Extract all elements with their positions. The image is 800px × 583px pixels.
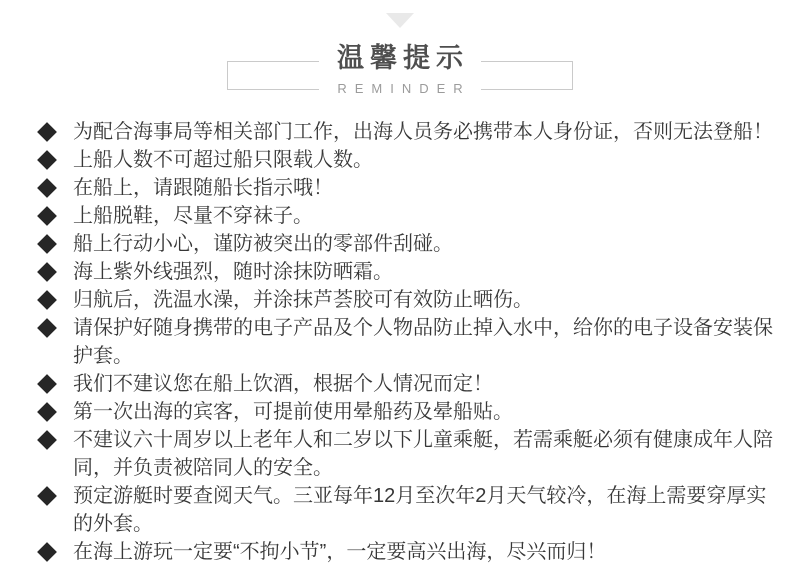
diamond-bullet-icon — [37, 402, 57, 422]
diamond-bullet-icon — [37, 262, 57, 282]
list-item — [36, 286, 780, 314]
list-item-text: 为配合海事局等相关部门工作，出海人员务必携带本人身份证，否则无法登船！ — [73, 121, 773, 143]
page-title: 温馨提示 — [319, 43, 481, 73]
diamond-bullet-icon — [37, 178, 57, 198]
list-item-text: 船上行动小心，谨防被突出的零部件刮碰。 — [73, 233, 453, 255]
down-triangle-icon — [386, 13, 414, 28]
title-row — [0, 43, 800, 78]
list-item — [36, 538, 780, 566]
diamond-bullet-icon — [37, 150, 57, 170]
diamond-bullet-icon — [37, 290, 57, 310]
list-item-text: 在海上游玩一定要“不拘小节”，一定要高兴出海，尽兴而归！ — [73, 541, 607, 563]
diamond-bullet-icon — [37, 430, 57, 450]
list-item-text: 第一次出海的宾客，可提前使用晕船药及晕船贴。 — [73, 401, 513, 423]
diamond-bullet-icon — [37, 122, 57, 142]
list-item — [36, 118, 780, 146]
diamond-bullet-icon — [37, 542, 57, 562]
diamond-bullet-icon — [37, 234, 57, 254]
list-item — [36, 230, 780, 258]
list-item-text: 不建议六十周岁以上老年人和二岁以下儿童乘艇，若需乘艇必须有健康成年人陪同，并负责被陪同人的安全。 — [73, 429, 773, 479]
list-item — [36, 174, 780, 202]
list-item — [36, 314, 780, 370]
reminder-list — [0, 118, 800, 566]
subtitle-row — [0, 82, 800, 96]
list-item — [36, 398, 780, 426]
list-item — [36, 146, 780, 174]
header — [0, 0, 800, 118]
list-item-text: 预定游艇时要查阅天气。三亚每年12月至次年2月天气较冷，在海上需要穿厚实的外套。 — [73, 485, 767, 535]
list-item — [36, 202, 780, 230]
diamond-bullet-icon — [37, 374, 57, 394]
page-subtitle: REMINDER — [319, 82, 480, 96]
list-item-text: 上船脱鞋，尽量不穿袜子。 — [73, 205, 313, 227]
list-item-text: 归航后，洗温水澡，并涂抹芦荟胶可有效防止晒伤。 — [73, 289, 533, 311]
list-item-text: 海上紫外线强烈，随时涂抹防晒霜。 — [73, 261, 393, 283]
diamond-bullet-icon — [37, 486, 57, 506]
list-item — [36, 426, 780, 482]
list-item-text: 在船上，请跟随船长指示哦！ — [73, 177, 333, 199]
list-item — [36, 370, 780, 398]
list-item — [36, 482, 780, 538]
diamond-bullet-icon — [37, 318, 57, 338]
list-item-text: 上船人数不可超过船只限载人数。 — [73, 149, 373, 171]
list-item-text: 请保护好随身携带的电子产品及个人物品防止掉入水中，给你的电子设备安装保护套。 — [73, 317, 773, 367]
diamond-bullet-icon — [37, 206, 57, 226]
list-item-text: 我们不建议您在船上饮酒，根据个人情况而定！ — [73, 373, 493, 395]
list-item — [36, 258, 780, 286]
